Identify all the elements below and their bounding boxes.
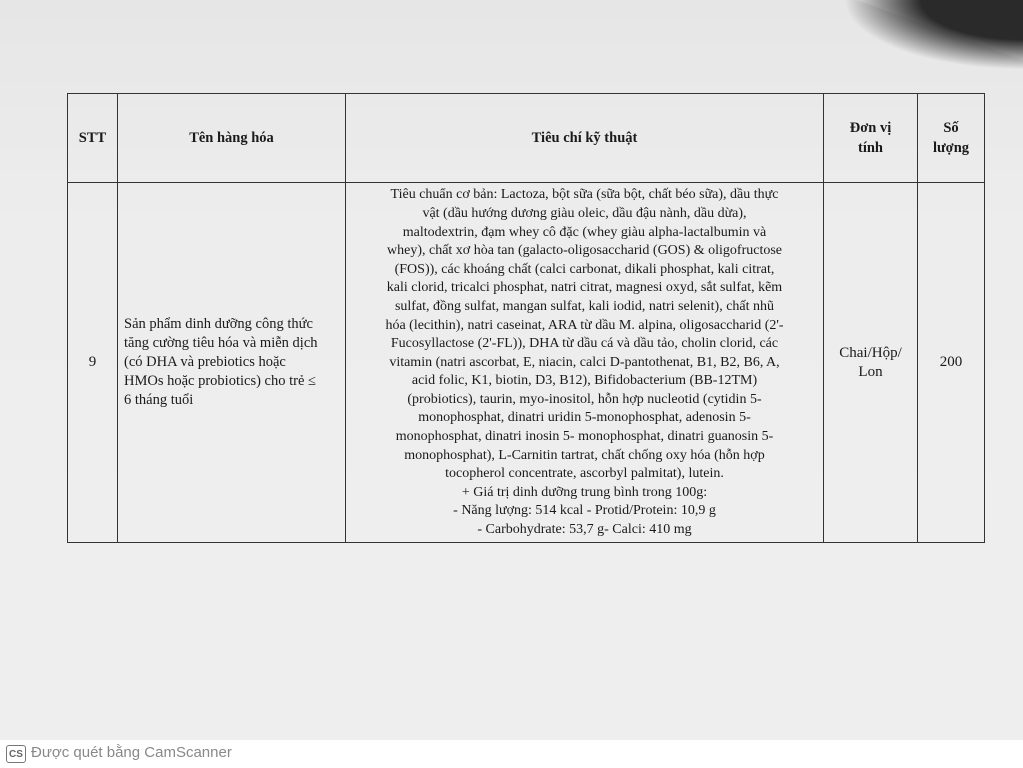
spec-line: + Giá trị dinh dưỡng trung bình trong 100g:	[461, 484, 708, 500]
cell-technical-spec	[346, 183, 824, 543]
name-line: tăng cường tiêu hóa và miễn dịch	[124, 335, 318, 351]
spec-line: acid folic, K1, biotin, D3, B12), Bifidobacterium (BB-12TM)	[411, 373, 758, 389]
unit-line: Chai/Hộp/	[839, 344, 902, 361]
name-line: Sản phẩm dinh dưỡng công thức	[124, 316, 313, 332]
name-line: 6 tháng tuổi	[124, 392, 194, 408]
spec-line: (probiotics), taurin, myo-inositol, hỗn hợp nucleotid (cytidin 5-	[407, 391, 762, 407]
header-unit-line: Đơn vị	[849, 120, 892, 136]
cell-product-name	[118, 183, 346, 543]
header-unit-line: tính	[858, 140, 883, 156]
header-unit	[824, 94, 918, 183]
cell-quantity: 200	[918, 183, 985, 543]
header-spec: Tiêu chí kỹ thuật	[346, 94, 824, 183]
table-row	[68, 183, 985, 543]
spec-line: whey), chất xơ hòa tan (galacto-oligosaccharid (GOS) & oligofructose	[387, 243, 782, 259]
unit-line: Lon	[858, 363, 883, 380]
spec-line: kali clorid, tricalci phosphat, natri citrat, magnesi oxyd, sắt sulfat, kẽm	[386, 280, 783, 296]
scanner-footer	[0, 740, 1023, 768]
header-qty-line: lượng	[932, 140, 970, 156]
name-line: (có DHA và prebiotics hoặc	[124, 354, 286, 370]
spec-line: - Năng lượng: 514 kcal - Protid/Protein: 10,9 g	[453, 503, 716, 519]
table-header-row	[68, 94, 985, 183]
cell-unit	[824, 183, 918, 543]
spec-line: maltodextrin, đạm whey cô đặc (whey giàu alpha-lactalbumin và	[402, 224, 767, 240]
header-name: Tên hàng hóa	[118, 94, 346, 183]
spec-line: tocopherol concentrate, ascorbyl palmitat), lutein.	[445, 466, 724, 482]
spec-line: monophosphat, dinatri uridin 5-monophosphat, adenosin 5-	[418, 410, 751, 426]
name-line: HMOs hoặc probiotics) cho trẻ ≤	[124, 373, 316, 389]
camscanner-logo-icon: CS	[6, 745, 26, 763]
spec-line: Tiêu chuẩn cơ bản: Lactoza, bột sữa (sữa bột, chất béo sữa), dầu thực	[390, 187, 779, 203]
header-qty	[918, 94, 985, 183]
spec-line: hóa (lecithin), natri caseinat, ARA từ dầu M. alpina, oligosaccharid (2'-	[385, 317, 784, 333]
header-stt: STT	[68, 94, 118, 183]
cell-stt: 9	[68, 183, 118, 543]
spec-line: Fucosyllactose (2'-FL)), DHA từ dầu cá và dầu tảo, cholin clorid, các	[390, 336, 779, 352]
page-corner-shadow	[843, 0, 1023, 70]
camscanner-watermark-text: Được quét bằng CamScanner	[31, 744, 232, 761]
spec-line: - Carbohydrate: 53,7 g- Calci: 410 mg	[477, 522, 692, 538]
header-qty-line: Số	[943, 120, 959, 136]
spec-line: monophosphat, dinatri inosin 5- monophosphat, dinatri guanosin 5-	[395, 429, 774, 445]
spec-line: vitamin (natri ascorbat, E, niacin, calci D-pantothenat, B1, B2, B6, A,	[389, 354, 780, 370]
spec-line: vật (dầu hướng dương giàu oleic, dầu đậu nành, dầu dừa),	[422, 205, 747, 221]
spec-line: (FOS)), các khoáng chất (calci carbonat, dikali phosphat, kali citrat,	[394, 261, 775, 277]
spec-line: monophosphat), L-Carnitin tartrat, chất chống oxy hóa (hỗn hợp	[404, 447, 765, 463]
spec-line: sulfat, đồng sulfat, mangan sulfat, kali iodid, natri selenit), chất nhũ	[394, 298, 775, 314]
specification-table	[67, 93, 985, 543]
